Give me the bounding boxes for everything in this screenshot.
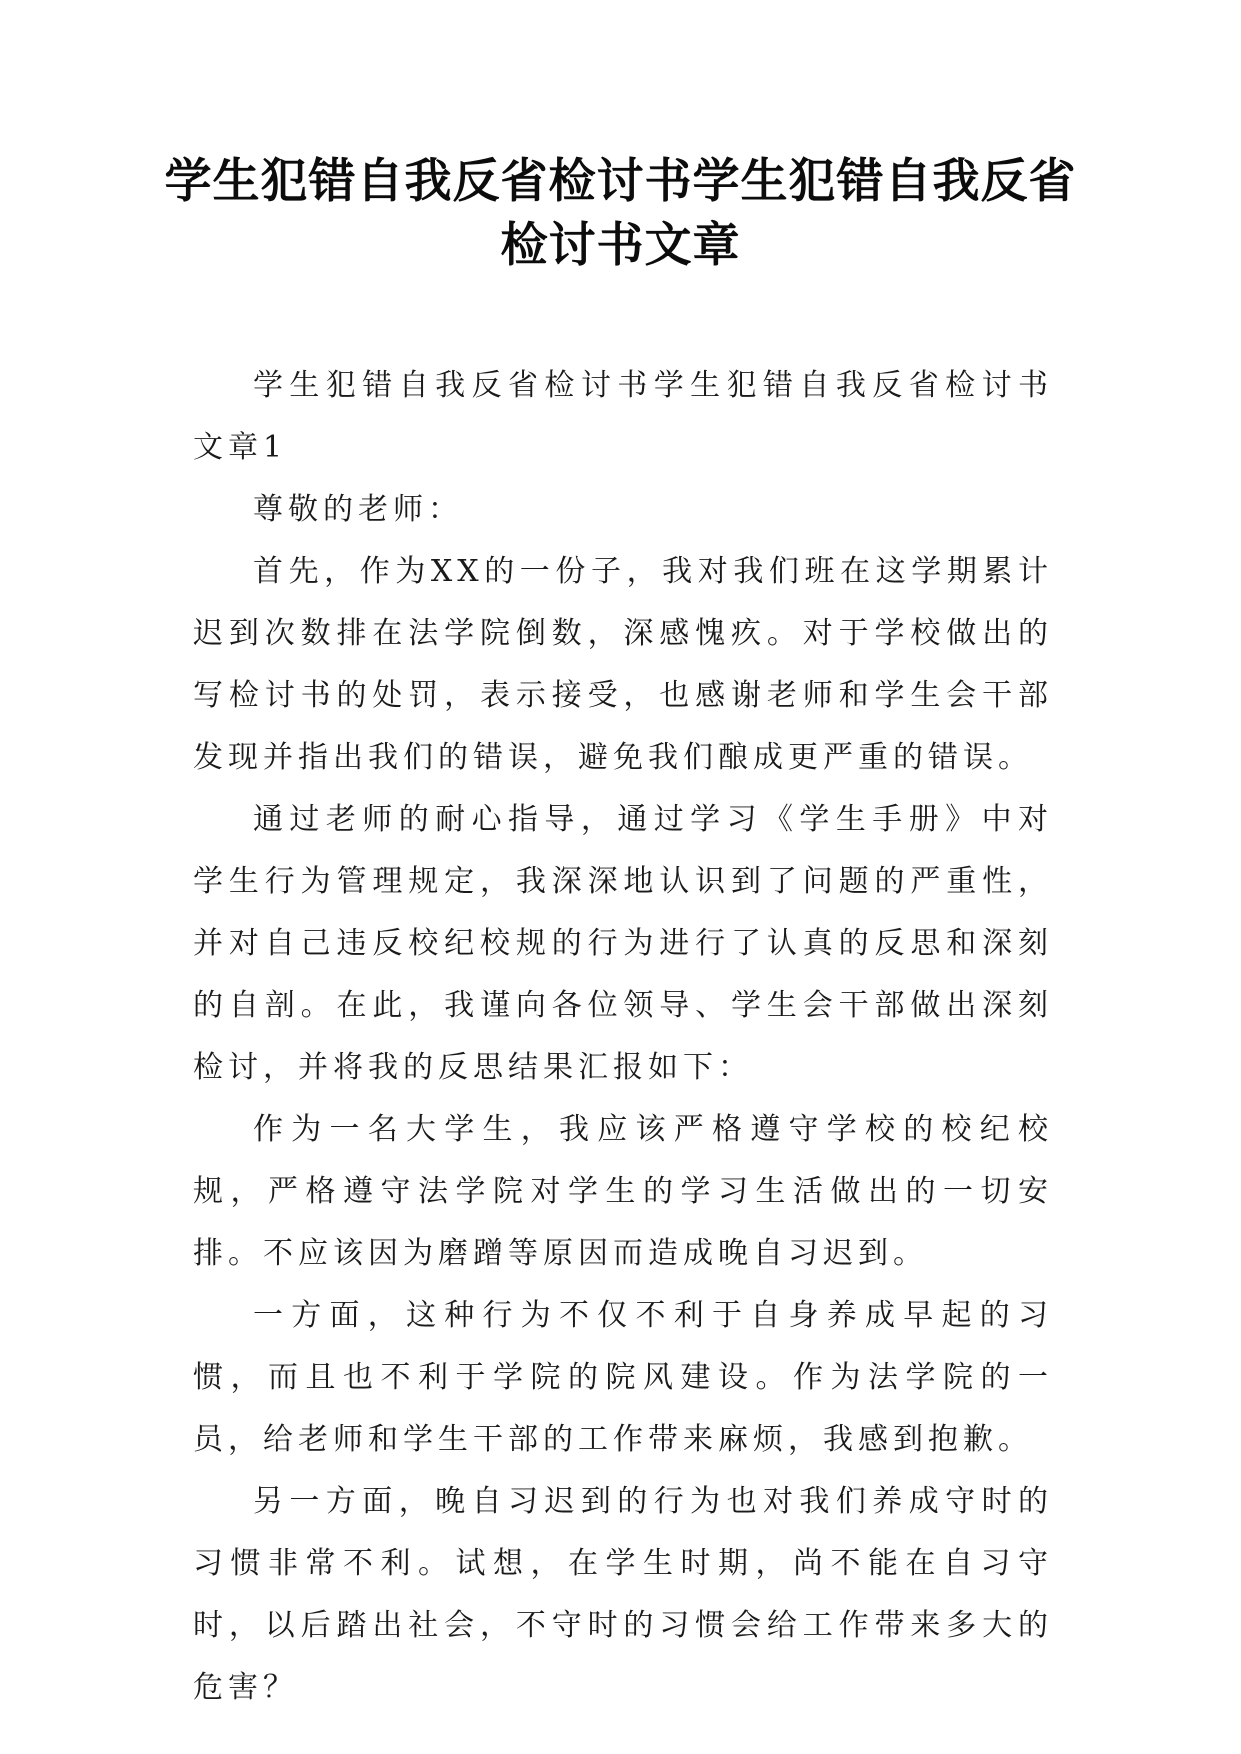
paragraph: 作为一名大学生，我应该严格遵守学校的校纪校规，严格遵守法学院对学生的学习生活做出的一切安排。不应该因为磨蹭等原因而造成晚自习迟到。 bbox=[193, 1112, 1053, 1271]
document-body bbox=[193, 355, 1053, 1719]
paragraph: 一方面，这种行为不仅不利于自身养成早起的习惯，而且也不利于学院的院风建设。作为法学院的一员，给老师和学生干部的工作带来麻烦，我感到抱歉。 bbox=[193, 1298, 1053, 1457]
paragraph: 通过老师的耐心指导，通过学习《学生手册》中对学生行为管理规定，我深深地认识到了问题的严重性，并对自己违反校纪校规的行为进行了认真的反思和深刻的自剖。在此，我谨向各位领导、学生会干部做出深刻检讨，并将我的反思结果汇报如下： bbox=[193, 802, 1053, 1085]
paragraph: 首先，作为XX的一份子，我对我们班在这学期累计迟到次数排在法学院倒数，深感愧疚。对于学校做出的写检讨书的处罚，表示接受，也感谢老师和学生会干部发现并指出我们的错误，避免我们酿成更严重的错误。 bbox=[193, 554, 1053, 775]
paragraph-heading: 学生犯错自我反省检讨书学生犯错自我反省检讨书文章1 bbox=[193, 368, 1053, 465]
paragraph-salutation: 尊敬的老师： bbox=[253, 492, 463, 527]
document-title: 学生犯错自我反省检讨书学生犯错自我反省检讨书文章 bbox=[164, 154, 1077, 273]
paragraph: 另一方面，晚自习迟到的行为也对我们养成守时的习惯非常不利。试想，在学生时期，尚不能在自习守时，以后踏出社会，不守时的习惯会给工作带来多大的危害？ bbox=[193, 1484, 1053, 1705]
